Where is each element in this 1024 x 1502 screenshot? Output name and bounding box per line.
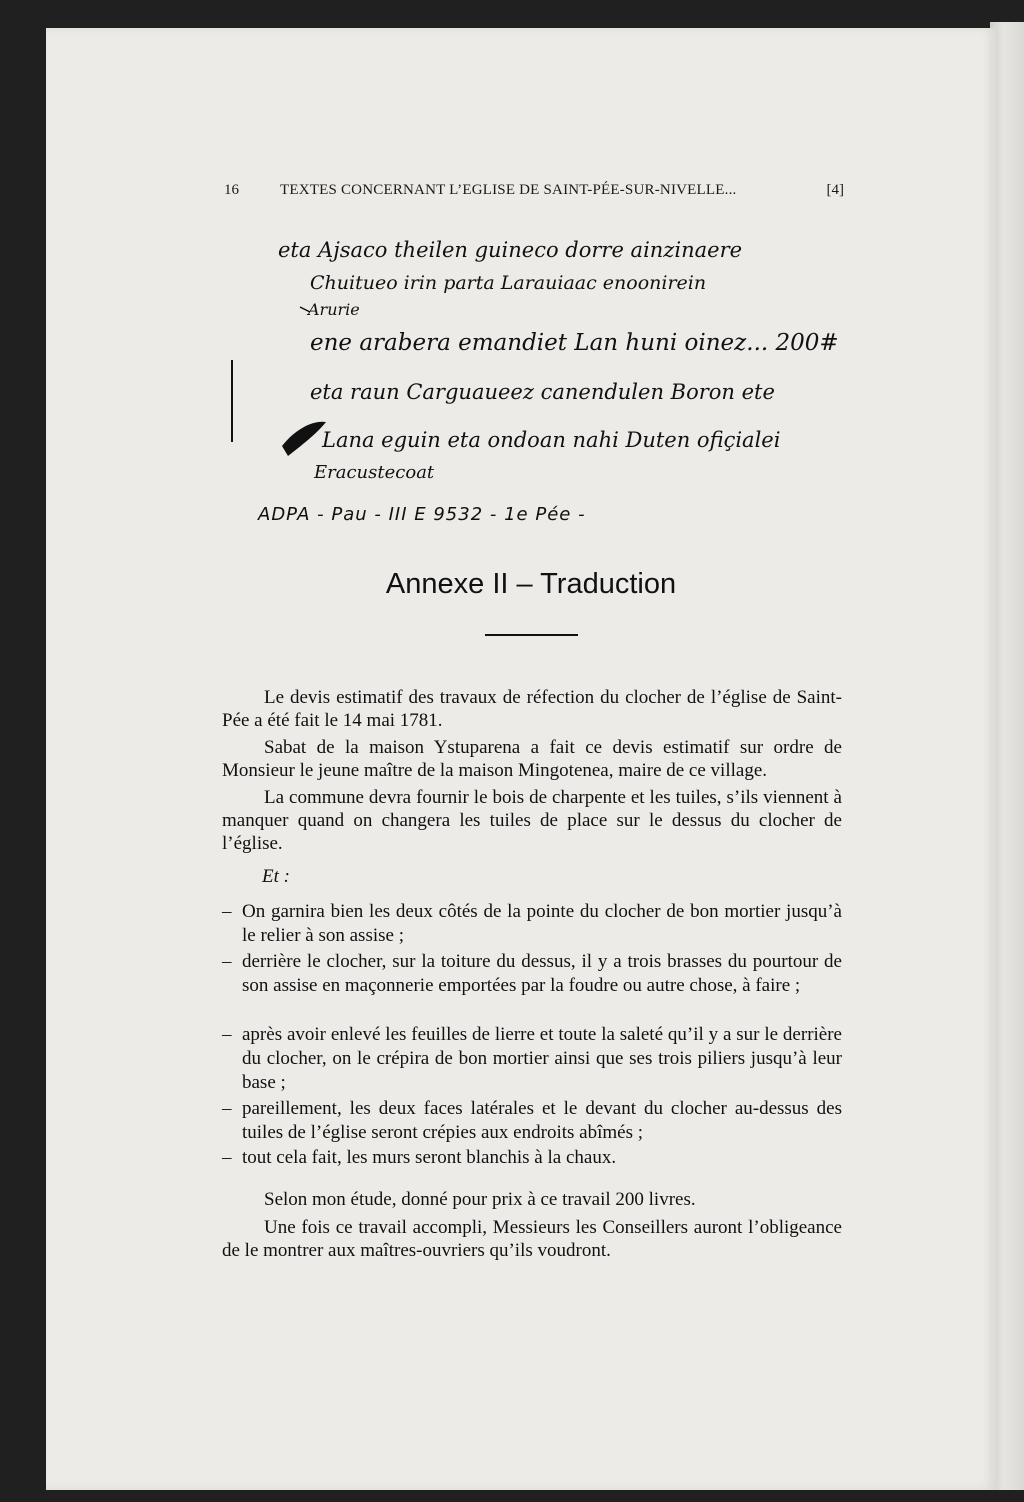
list-dash: – [222,951,232,972]
paragraph-1: Le devis estimatif des travaux de réfection du clocher de l’église de Saint-Pée a été fait le 14 mai 1781. [222,687,842,731]
closing-paragraph-2: Une fois ce travail accompli, Messieurs les Conseillers auront l’obligeance de le montrer aux maîtres-ouvriers qu’ils voudront. [222,1217,842,1261]
annex-title: Annexe II – Traduction [385,568,677,600]
list-dash: – [222,1024,232,1045]
manuscript-line-5: eta raun Carguaueez canendulen Boron ete [310,380,775,404]
section-marker: [4] [826,182,844,198]
manuscript-line-3: Arurie [308,300,360,319]
list-dash: – [222,1098,232,1119]
archive-reference: ADPA - Pau - III E 9532 - 1e Pée - [258,504,586,525]
title-underline [485,634,578,636]
list-dash: – [222,1147,232,1168]
page-number: 16 [224,182,239,198]
paragraph-3: La commune devra fournir le bois de charpente et les tuiles, s’ils viennent à manquer quand on changera les tuiles de place sur le dessus du clocher de l’église. [222,787,842,854]
paragraph-2: Sabat de la maison Ystuparena a fait ce devis estimatif sur ordre de Monsieur le jeune maître de la maison Mingotenea, maire de ce village. [222,737,842,781]
list-dash: – [222,901,232,922]
manuscript-line-7: Eracustecoat [314,462,435,483]
running-title: TEXTES CONCERNANT L’EGLISE DE SAINT-PÉE-SUR-NIVELLE... [280,182,737,198]
manuscript-line-1: eta Ajsaco theilen guineco dorre ainzinaere [278,238,743,262]
running-header [224,182,844,206]
closing-paragraph-1: Selon mon étude, donné pour prix à ce travail 200 livres. [264,1189,696,1210]
manuscript-line-6: Lana eguin eta ondoan nahi Duten ofiçialei [322,428,781,452]
manuscript-line-2: Chuitueo irin parta Larauiaac enoonirein [310,272,707,294]
et-label: Et : [262,866,290,887]
manuscript-facsimile [226,232,846,537]
manuscript-line-4: ene arabera emandiet Lan huni oinez... 200# [310,330,839,356]
